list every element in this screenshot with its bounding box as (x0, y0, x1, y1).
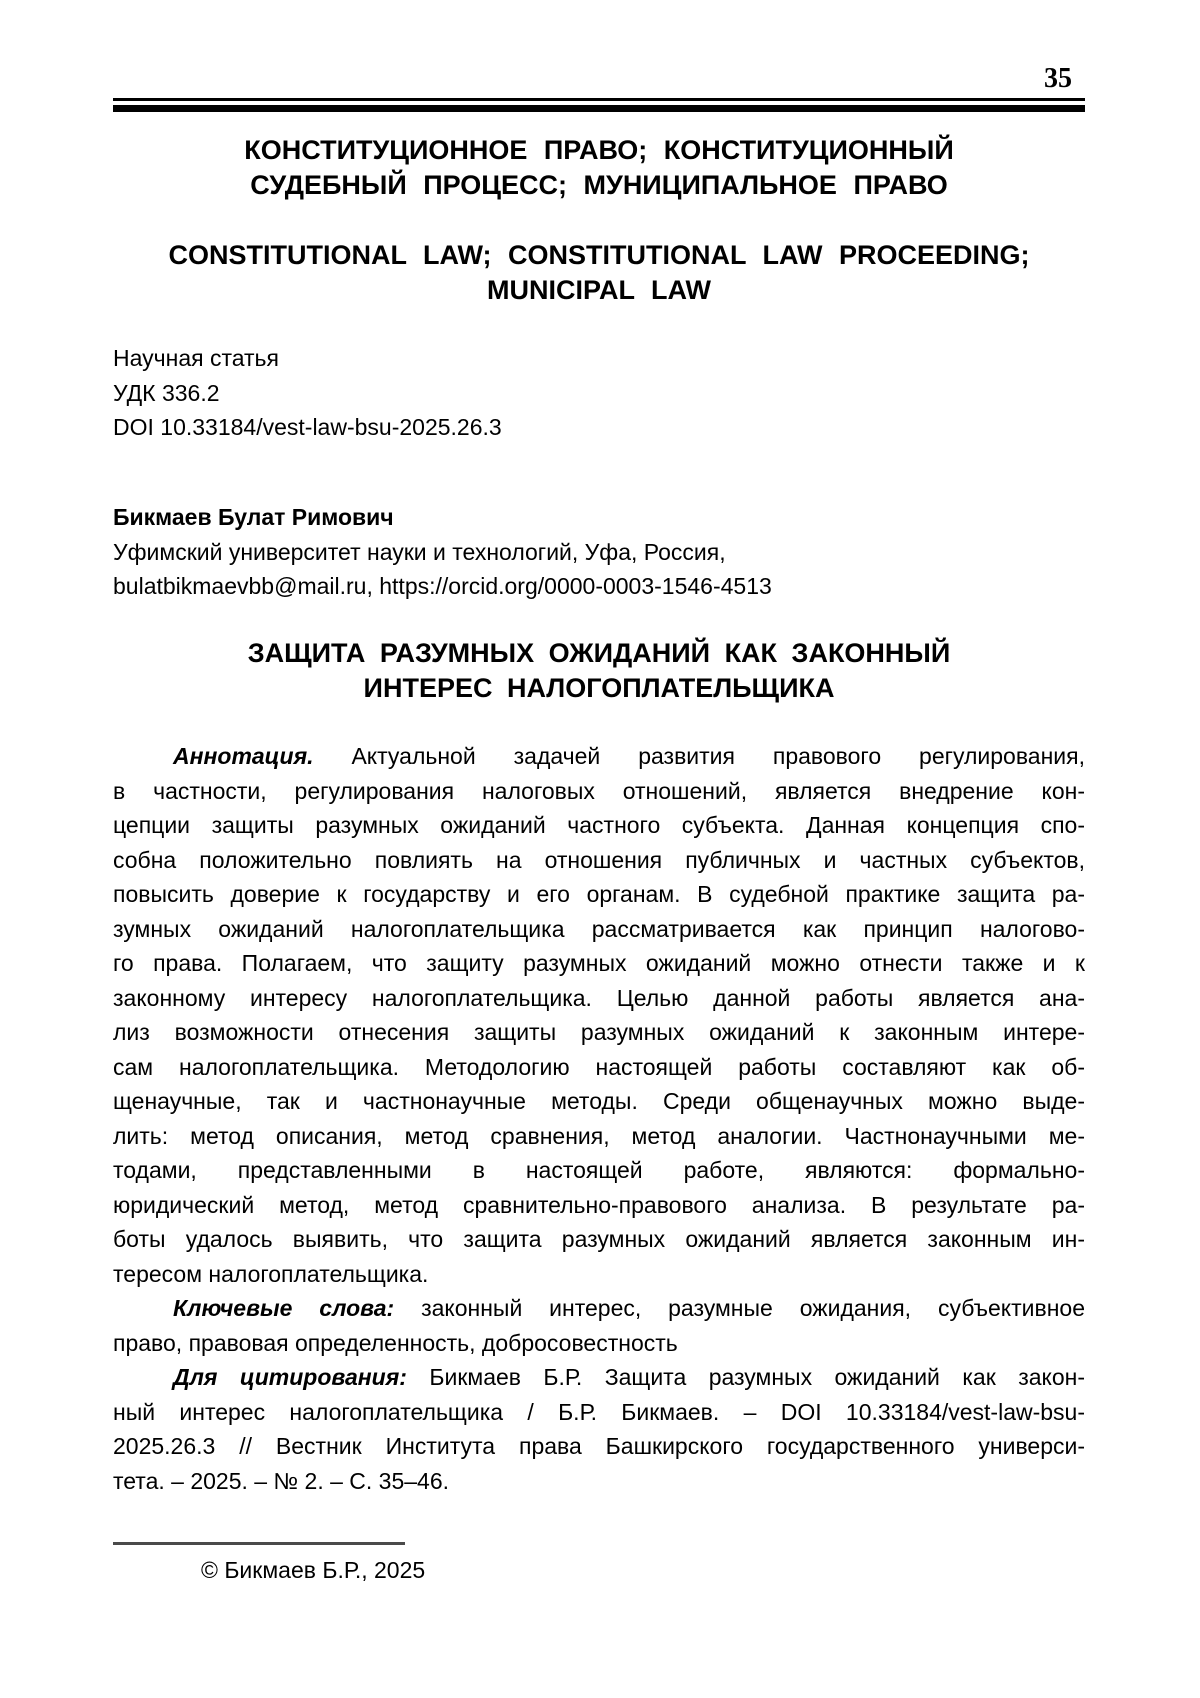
abstract-line: юридический метод, метод сравнительно-правового анализа. В результате ра- (113, 1191, 1085, 1218)
abstract-line: зумных ожиданий налогоплательщика рассматривается как принцип налогово- (113, 915, 1085, 942)
header-rule (113, 98, 1085, 112)
abstract-label: Аннотация. (173, 743, 314, 769)
udc-number: УДК 336.2 (113, 379, 220, 406)
section-heading-ru-line-1: КОНСТИТУЦИОННОЕ ПРАВО; КОНСТИТУЦИОННЫЙ (244, 135, 954, 165)
copyright-line: © Бикмаев Б.Р., 2025 (201, 1557, 426, 1583)
article-body (113, 739, 1085, 1498)
abstract-line: законному интересу налогоплательщика. Целью данной работы является ана- (113, 984, 1085, 1011)
section-heading-ru (113, 133, 1085, 202)
citation-line: ный интерес налогоплательщика / Б.Р. Бикмаев. – DOI 10.33184/vest-law-bsu- (113, 1398, 1085, 1425)
citation-line (113, 1360, 1085, 1395)
abstract-line: повысить доверие к государству и его органам. В судебной практике защита ра- (113, 881, 1085, 907)
citation-line: 2025.26.3 // Вестник Института права Башкирского государственного универси- (113, 1433, 1085, 1459)
article-title (113, 636, 1085, 705)
article-title-line-1: ЗАЩИТА РАЗУМНЫХ ОЖИДАНИЙ КАК ЗАКОННЫЙ (247, 638, 951, 668)
section-heading-en-line-1: CONSTITUTIONAL LAW; CONSTITUTIONAL LAW PROCEEDING; (168, 240, 1030, 270)
abstract-line-text: Актуальной задачей развития правового регулирования, (351, 743, 1085, 769)
abstract-line: собна положительно повлиять на отношения публичных и частных субъектов, (113, 846, 1085, 873)
abstract-line: щенаучные, так и частнонаучные методы. Среди общенаучных можно выде- (113, 1088, 1085, 1114)
abstract-line: в частности, регулирования налоговых отношений, является внедрение кон- (113, 777, 1085, 804)
keywords-label: Ключевые слова: (173, 1295, 395, 1321)
article-type: Научная статья (113, 345, 279, 371)
doi-number: DOI 10.33184/vest-law-bsu-2025.26.3 (113, 414, 502, 440)
section-heading-en (113, 238, 1085, 307)
abstract-line: сам налогоплательщика. Методологию настоящей работы составляют как об- (113, 1053, 1085, 1080)
abstract-line: цепции защиты разумных ожиданий частного субъекта. Данная концепция спо- (113, 812, 1085, 838)
citation-label: Для цитирования: (173, 1364, 407, 1390)
author-contacts: bulatbikmaevbb@mail.ru, https://orcid.org/0000-0003-1546-4513 (113, 573, 772, 599)
author-name: Бикмаев Булат Римович (113, 504, 394, 530)
abstract-line: лить: метод описания, метод сравнения, метод аналогии. Частнонаучными ме- (113, 1122, 1085, 1149)
page-number-value: 35 (1044, 63, 1072, 94)
header-rule-thick (113, 105, 1085, 112)
citation-line: тета. – 2025. – № 2. – С. 35–46. (113, 1467, 450, 1494)
footnote-rule (113, 1542, 405, 1545)
author-affiliation: Уфимский университет науки и технологий, Уфа, Россия, (113, 538, 726, 565)
abstract-line: тересом налогоплательщика. (113, 1260, 429, 1287)
citation-line-text: Бикмаев Б.Р. Защита разумных ожиданий как закон- (429, 1364, 1086, 1390)
article-title-line-2: ИНТЕРЕС НАЛОГОПЛАТЕЛЬЩИКА (363, 672, 835, 703)
abstract-line (113, 739, 1085, 774)
article-meta (113, 341, 1085, 445)
page-number (113, 62, 1085, 96)
abstract-line: лиз возможности отнесения защиты разумных ожиданий к законным интере- (113, 1019, 1085, 1045)
author-block (113, 500, 1085, 604)
keywords-line-text: законный интерес, разумные ожидания, субъективное (421, 1295, 1085, 1321)
keywords-line (113, 1291, 1085, 1326)
abstract-line: го права. Полагаем, что защиту разумных ожиданий можно отнести также и к (113, 950, 1085, 976)
keywords-line: право, правовая определенность, добросовестность (113, 1329, 678, 1356)
section-heading-en-line-2: MUNICIPAL LAW (487, 274, 711, 305)
abstract-line: боты удалось выявить, что защита разумных ожиданий является законным ин- (113, 1226, 1085, 1252)
header-rule-thin (113, 98, 1085, 101)
section-heading-ru-line-2: СУДЕБНЫЙ ПРОЦЕСС; МУНИЦИПАЛЬНОЕ ПРАВО (250, 169, 948, 200)
abstract-line: тодами, представленными в настоящей работе, являются: формально- (113, 1157, 1085, 1183)
